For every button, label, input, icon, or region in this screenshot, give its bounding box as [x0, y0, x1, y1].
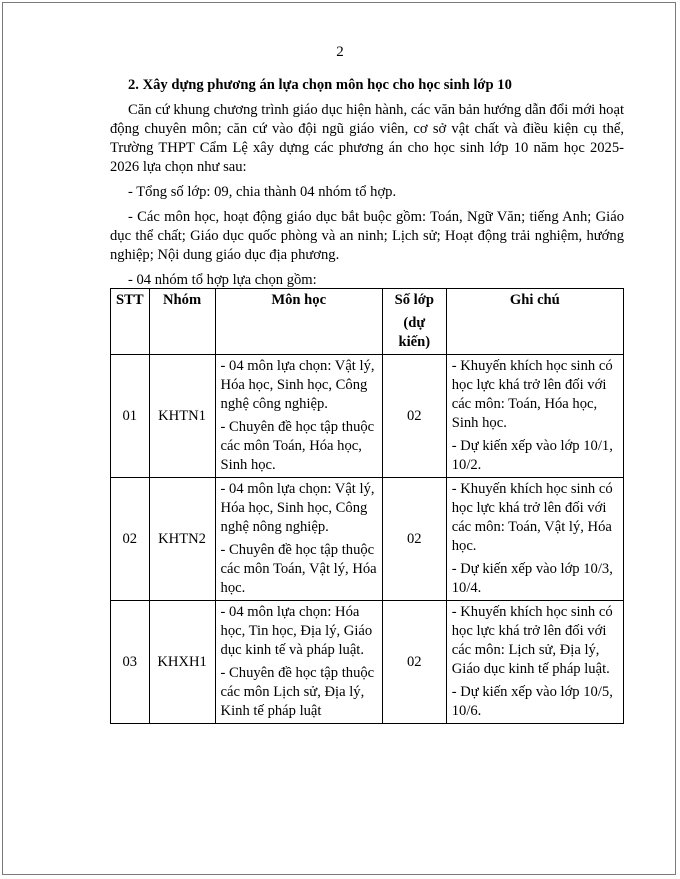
cell-classes: 02	[382, 478, 446, 601]
cell-subjects	[215, 601, 382, 724]
notes-encouragement: - Khuyến khích học sinh có học lực khá trở lên đối với các môn: Toán, Vật lý, Hóa học.	[451, 481, 613, 554]
subjects-topics: - Chuyên đề học tập thuộc các môn Lịch sử, Địa lý, Kinh tế pháp luật	[220, 665, 375, 719]
subjects-elective: - 04 môn lựa chọn: Hóa học, Tin học, Địa lý, Giáo dục kinh tế và pháp luật.	[220, 604, 373, 658]
notes-assignment: - Dự kiến xếp vào lớp 10/1, 10/2.	[451, 438, 613, 473]
notes-assignment: - Dự kiến xếp vào lớp 10/5, 10/6.	[451, 684, 613, 719]
table-header-row	[111, 289, 624, 355]
subjects-topics: - Chuyên đề học tập thuộc các môn Toán, Hóa học, Sinh học.	[220, 419, 375, 473]
table-row	[111, 478, 624, 601]
cell-classes: 02	[382, 355, 446, 478]
bullet-total-classes: - Tổng số lớp: 09, chia thành 04 nhóm tổ hợp.	[128, 184, 397, 200]
header-classes-sub: (dự kiến)	[398, 315, 431, 350]
cell-classes: 02	[382, 601, 446, 724]
cell-stt: 03	[111, 601, 150, 724]
cell-notes	[446, 601, 623, 724]
notes-encouragement: - Khuyến khích học sinh có học lực khá trở lên đối với các môn: Toán, Hóa học, Sinh học.	[451, 358, 613, 431]
cell-stt: 01	[111, 355, 150, 478]
bullet-combination-groups: - 04 nhóm tổ hợp lựa chọn gồm:	[128, 272, 317, 288]
header-group: Nhóm	[149, 289, 215, 355]
cell-subjects	[215, 478, 382, 601]
document-body	[110, 76, 624, 296]
subjects-elective: - 04 môn lựa chọn: Vật lý, Hóa học, Sinh học, Công nghệ công nghiệp.	[220, 358, 375, 412]
combination-table	[110, 288, 624, 724]
intro-paragraph: Căn cứ khung chương trình giáo dục hiện hành, các văn bản hướng dẫn đổi mới hoạt động chuyên môn; căn cứ vào đội ngũ giáo viên, cơ sở vật chất và điều kiện cụ thể, Trường THPT Cẩm Lệ xây dựng các phương án cho học sinh lớp 10 năm học 2025-2026 lựa chọn như sau:	[110, 102, 624, 175]
header-classes	[382, 289, 446, 355]
header-notes: Ghi chú	[446, 289, 623, 355]
subjects-topics: - Chuyên đề học tập thuộc các môn Toán, Vật lý, Hóa học.	[220, 542, 377, 596]
cell-stt: 02	[111, 478, 150, 601]
notes-encouragement: - Khuyến khích học sinh có học lực khá trở lên đối với các môn: Lịch sử, Địa lý, Giáo dục kinh tế pháp luật.	[451, 604, 613, 677]
table-row	[111, 601, 624, 724]
notes-assignment: - Dự kiến xếp vào lớp 10/3, 10/4.	[451, 561, 613, 596]
cell-group: KHTN1	[149, 355, 215, 478]
cell-subjects	[215, 355, 382, 478]
header-subjects: Môn học	[215, 289, 382, 355]
cell-notes	[446, 478, 623, 601]
section-heading: 2. Xây dựng phương án lựa chọn môn học cho học sinh lớp 10	[128, 77, 512, 93]
header-classes-label: Số lớp	[394, 292, 434, 308]
page-number: 2	[336, 44, 344, 60]
table-row	[111, 355, 624, 478]
header-stt: STT	[111, 289, 150, 355]
cell-group: KHTN2	[149, 478, 215, 601]
cell-notes	[446, 355, 623, 478]
subjects-elective: - 04 môn lựa chọn: Vật lý, Hóa học, Sinh học, Công nghệ nông nghiệp.	[220, 481, 375, 535]
bullet-required-subjects: - Các môn học, hoạt động giáo dục bắt buộc gồm: Toán, Ngữ Văn; tiếng Anh; Giáo dục thể chất; Giáo dục quốc phòng và an ninh; Lịch sử; Hoạt động trải nghiệm, hướng nghiệp; Nội dung giáo dục địa phương.	[110, 209, 624, 263]
cell-group: KHXH1	[149, 601, 215, 724]
